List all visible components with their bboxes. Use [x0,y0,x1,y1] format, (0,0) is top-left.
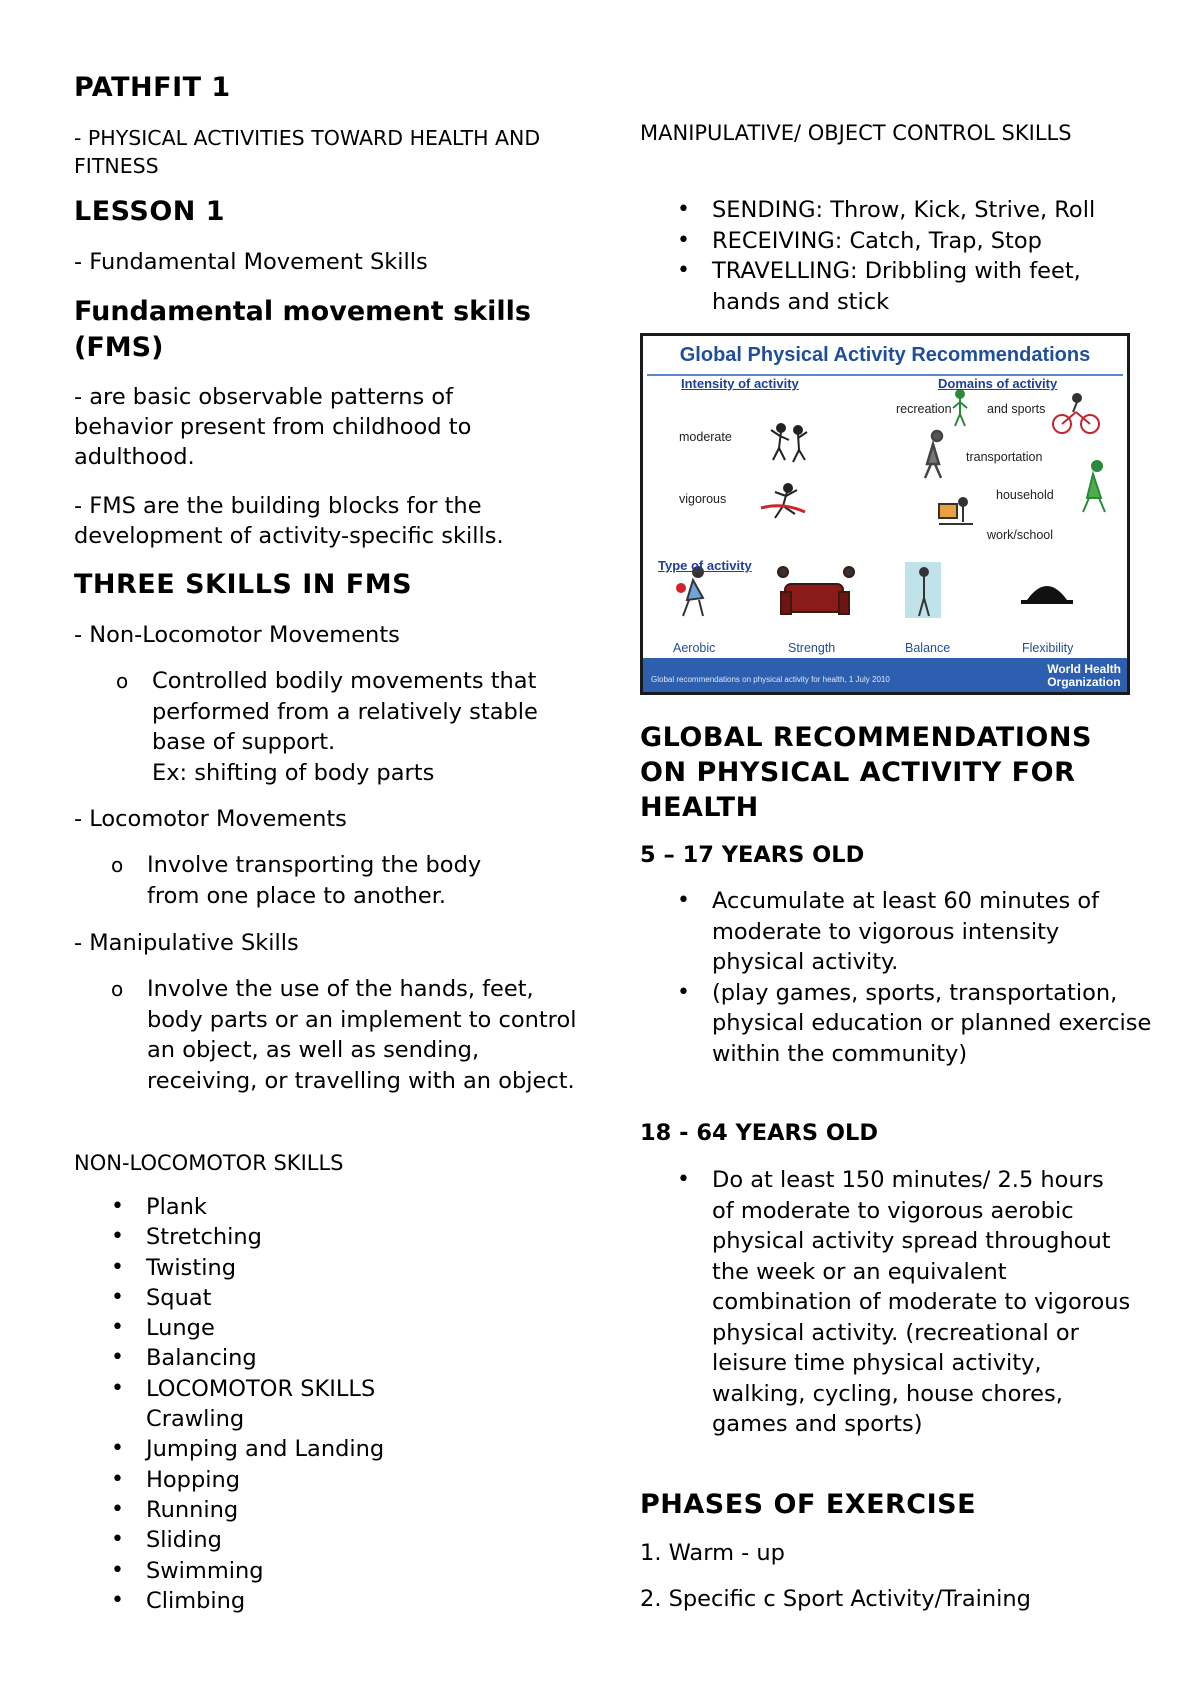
global-recommendations-heading: GLOBAL RECOMMENDATIONS ON PHYSICAL ACTIVITY FOR HEALTH [640,722,1092,823]
age-18-64-list [712,1165,1132,1440]
locomotor-description [111,850,527,911]
course-subtitle: - PHYSICAL ACTIVITIES TOWARD HEALTH AND FITNESS [74,126,541,178]
fms-heading: Fundamental movement skills (FMS) [74,296,531,363]
locomotor-category: - Locomotor Movements [74,806,347,832]
moderate-label: moderate [679,430,732,444]
domains-heading: Domains of activity [938,376,1058,391]
three-skills-heading: THREE SKILLS IN FMS [74,569,413,600]
phases-of-exercise-heading: PHASES OF EXERCISE [640,1489,977,1520]
sub-bullet-marker: o [116,669,129,693]
list-item: • Do at least 150 minutes/ 2.5 hours of moderate to vigorous aerobic physical activity spread throughout the week or an equivalent combination of moderate to vigorous physical activity. (recreational or leisure time physical activity, walking, cycling, house chores, games and sports) [712,1165,1132,1440]
manipulative-category: - Manipulative Skills [74,930,299,956]
locomotor-text: Involve transporting the body from one place to another. [147,852,482,909]
who-line-2: Organization [1047,675,1121,689]
list-item: • Hopping [146,1465,446,1495]
recreation-icon [953,390,967,426]
household-icon [1083,461,1105,512]
phase-1: 1. Warm - up [640,1540,785,1566]
balance-label: Balance [905,641,951,655]
list-item: • Swimming [146,1556,446,1586]
work-school-icon [939,498,973,524]
list-item: • Sliding [146,1525,446,1555]
infographic-footer [643,658,1127,692]
list-item: • LOCOMOTOR SKILLS Crawling [146,1374,446,1435]
aerobic-icon [677,567,703,616]
phase-2: 2. Specific c Sport Activity/Training [640,1586,1031,1612]
skills-list [146,1192,446,1616]
manipulative-text: Involve the use of the hands, feet, body parts or an implement to control an object, as well as sending, receiving, or travelling with an object. [147,976,577,1094]
lesson-title: LESSON 1 [74,196,226,227]
list-item: • Twisting [146,1253,446,1283]
list-item: • RECEIVING: Catch, Trap, Stop [712,226,1142,257]
cyclist-icon [1053,394,1099,433]
transportation-label: transportation [966,450,1043,464]
list-item: • Balancing [146,1343,446,1373]
work-school-label: work/school [987,528,1053,542]
list-item: • SENDING: Throw, Kick, Strive, Roll [712,195,1142,226]
non-locomotor-category: - Non-Locomotor Movements [74,622,400,648]
non-locomotor-example: Ex: shifting of body parts [152,759,435,786]
course-title: PATHFIT 1 [74,72,231,103]
who-line-1: World Health [1047,662,1121,676]
and-sports-label: and sports [987,402,1046,416]
list-item: • Plank [146,1192,446,1222]
list-item: • Stretching [146,1222,446,1252]
manipulative-description [111,974,577,1096]
non-locomotor-text: Controlled bodily movements that performed from a relatively stable base of support. [152,668,538,755]
non-locomotor-description [116,666,582,788]
dancers-icon [771,424,807,462]
age-5-17-list [712,886,1152,1069]
lesson-subtitle: - Fundamental Movement Skills [74,249,428,275]
list-item: • Jumping and Landing [146,1434,446,1464]
strength-label: Strength [788,641,836,655]
infographic-title: Global Physical Activity Recommendations [679,344,1091,366]
who-name [1047,663,1121,689]
strength-icon [778,567,854,614]
fms-definition-1: - are basic observable patterns of behavior present from childhood to adulthood. [74,384,472,470]
vigorous-label: vigorous [679,492,727,506]
type-heading: Type of activity [658,558,752,573]
activity-recommendations-infographic [640,333,1130,695]
intensity-heading: Intensity of activity [681,376,799,391]
recreation-label: recreation [896,402,952,416]
walker-icon [925,431,942,478]
list-item: • TRAVELLING: Dribbling with feet, hands and stick [712,256,1142,317]
flexibility-label: Flexibility [1022,641,1074,655]
aerobic-label: Aerobic [673,641,716,655]
list-item: • Climbing [146,1586,446,1616]
household-label: household [996,488,1054,502]
balance-icon [905,562,941,618]
runner-icon [761,484,805,518]
sub-bullet-marker: o [111,853,124,877]
manipulative-skills-heading: MANIPULATIVE/ OBJECT CONTROL SKILLS [640,121,1072,145]
non-locomotor-skills-heading: NON-LOCOMOTOR SKILLS [74,1151,344,1175]
footer-caption: Global recommendations on physical activity for health, 1 July 2010 [651,675,890,684]
age-group-18-64: 18 - 64 YEARS OLD [640,1120,879,1146]
list-item: • Accumulate at least 60 minutes of moderate to vigorous intensity physical activity. [712,886,1152,978]
list-item: • Lunge [146,1313,446,1343]
flexibility-icon [1021,586,1073,604]
manipulative-skills-list [712,195,1142,317]
list-item: • Running [146,1495,446,1525]
fms-definition-2: - FMS are the building blocks for the development of activity-specific skills. [74,493,504,549]
list-item: • (play games, sports, transportation, physical education or planned exercise within the community) [712,978,1152,1070]
list-item: • Squat [146,1283,446,1313]
age-group-5-17: 5 – 17 YEARS OLD [640,842,865,868]
sub-bullet-marker: o [111,977,124,1001]
